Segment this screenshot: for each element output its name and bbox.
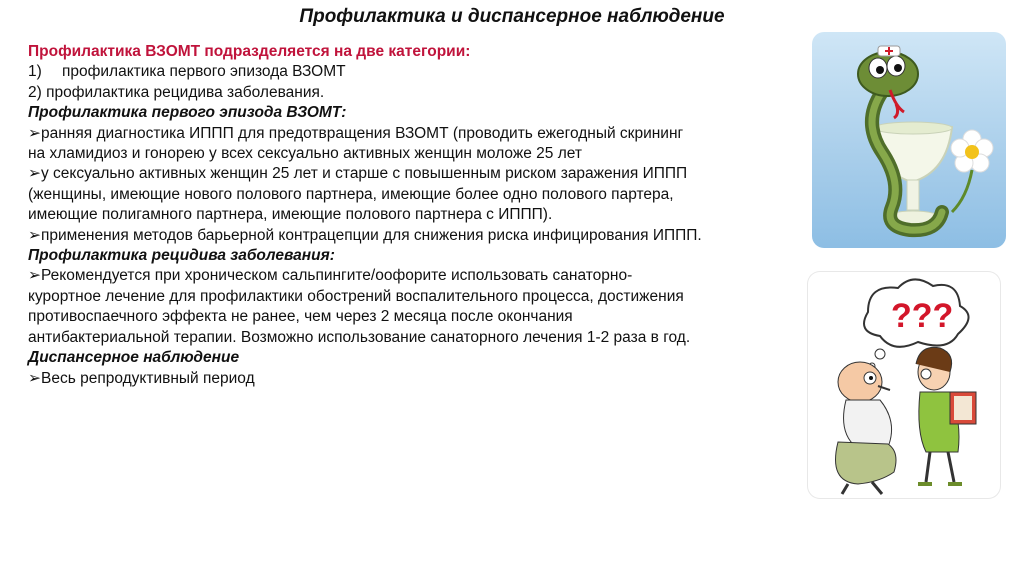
snake-bowl-icon [812, 32, 1006, 248]
section-heading [28, 348, 798, 368]
line-text: ➢Весь репродуктивный период [28, 369, 255, 387]
line-text: ➢у сексуально активных женщин 25 лет и старше с повышенным риском заражения ИППП [28, 165, 688, 183]
line-text: ➢применения методов барьерной контрацепции для снижения риска инфицирования ИППП. [28, 226, 702, 244]
text-line [28, 307, 798, 327]
line-text: Профилактика ВЗОМТ подразделяется на две категории: [28, 43, 471, 60]
text-line [28, 226, 798, 246]
text-line [28, 144, 798, 164]
snake-bowl-image [812, 32, 1006, 248]
text-line [28, 124, 798, 144]
text-line [28, 83, 798, 103]
page-title: Профилактика и диспансерное наблюдение [299, 6, 725, 27]
line-text: Профилактика рецидива заболевания: [28, 247, 335, 265]
line-text: Диспансерное наблюдение [28, 349, 240, 367]
section-heading [28, 246, 798, 266]
line-text: имеющие полигамного партнера, имеющие полового партнера с ИППП). [28, 206, 553, 224]
text-line [28, 185, 798, 205]
list-number: 1) [28, 63, 42, 81]
content-block [28, 42, 798, 389]
line-text: курортное лечение для профилактики обострений воспалительного процесса, достижения [28, 287, 684, 305]
line-text: (женщины, имеющие нового полового партнера, имеющие более одно полового партера, [28, 185, 674, 203]
text-line [28, 205, 798, 225]
intro-heading [28, 42, 798, 62]
line-text: антибактериальной терапии. Возможно использование санаторного лечения 1-2 раза в год. [28, 328, 691, 346]
text-line [28, 328, 798, 348]
line-text: 2) профилактика рецидива заболевания. [28, 83, 325, 101]
line-text: ➢Рекомендуется при хроническом сальпингите/оофорите использовать санаторно- [28, 267, 633, 285]
text-line [28, 164, 798, 184]
line-text: на хламидиоз и гонорею у всех сексуально активных женщин моложе 25 лет [28, 145, 582, 163]
section-heading [28, 103, 798, 123]
cartoon-image [808, 272, 1000, 498]
line-text: профилактика первого эпизода ВЗОМТ [62, 63, 346, 81]
cartoon-question-marks-icon [808, 272, 1000, 498]
question-marks-text: ??? [891, 297, 954, 335]
text-line [28, 266, 798, 286]
line-text: противоспаечного эффекта не ранее, чем через 2 месяца после окончания [28, 308, 573, 326]
text-line [28, 369, 798, 389]
line-text: ➢ранняя диагностика ИППП для предотвращения ВЗОМТ (проводить ежегодный скрининг [28, 124, 684, 142]
line-text: Профилактика первого эпизода ВЗОМТ: [28, 104, 347, 122]
text-line [28, 287, 798, 307]
text-line [28, 62, 798, 82]
